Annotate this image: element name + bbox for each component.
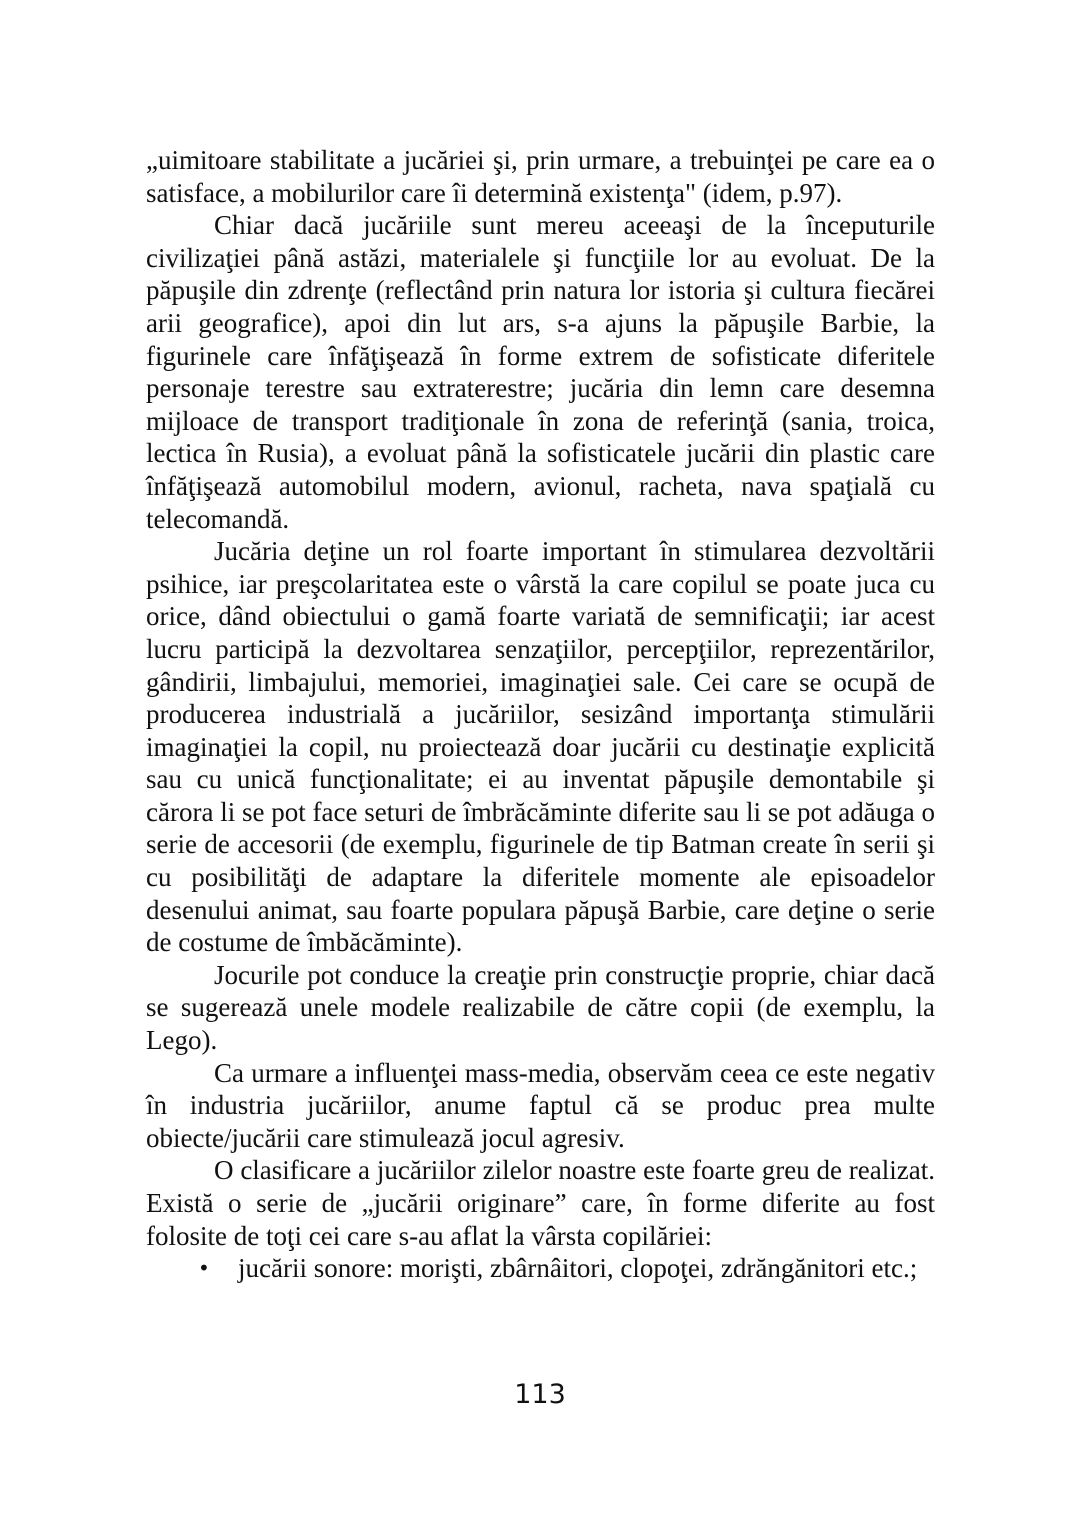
paragraph-toy-evolution: Chiar dacă jucăriile sunt mereu aceeaşi de la începuturile civilizaţiei până astăzi, materialele şi funcţiile lor au evoluat. De la păpuşile din zdrenţe (reflectând prin natura lor istoria şi cultura fiecărei arii geografice), apoi din lut ars, s-a ajuns la păpuşile Barbie, la figurinele care înfăţişează în forme extrem de sofisticate diferitele personaje terestre sau extraterestre; jucăria din lemn care desemna mijloace de transport tradiţionale în zona de referinţă (sania, troica, lectica în Rusia), a evoluat până la sofisticatele jucării din plastic care înfăţişează automobilul modern, avionul, racheta, nava spaţială cu telecomandă. bbox=[146, 210, 935, 534]
paragraph-quote-end: „uimitoare stabilitate a jucăriei şi, prin urmare, a trebuinţei pe care ea o satisface, a mobilurilor care îi determină existenţa" (idem, p.97). bbox=[146, 145, 935, 208]
paragraph-mass-media: Ca urmare a influenţei mass-media, observăm ceea ce este negativ în industria jucăriilor, anume faptul că se produc prea multe obiecte/jucării care stimulează jocul agresiv. bbox=[146, 1057, 935, 1153]
paragraph-classification: O clasificare a jucăriilor zilelor noastre este foarte greu de realizat. Există o serie de „jucării originare” care, în forme diferite au fost folosite de toţi cei care s-au aflat la vârsta copilăriei: bbox=[146, 1155, 935, 1251]
toy-type-list bbox=[146, 1252, 935, 1285]
page-number: 113 bbox=[514, 1379, 566, 1410]
bullet-marker: • bbox=[198, 1256, 210, 1281]
list-item-text: jucării sonore: morişti, zbârnâitori, clopoţei, zdrăngănitori etc.; bbox=[238, 1253, 918, 1284]
page-body bbox=[146, 144, 935, 1285]
paragraph-construction-games: Jocurile pot conduce la creaţie prin construcţie proprie, chiar dacă se sugerează unele modele realizabile de către copii (de exemplu, la Lego). bbox=[146, 959, 935, 1056]
list-item bbox=[146, 1252, 935, 1285]
paragraph-psychic-development: Jucăria deţine un rol foarte important în stimularea dezvoltării psihice, iar preşcolaritatea este o vârstă la care copilul se poate juca cu orice, dând obiectului o gamă foarte variată de semnificaţii; iar acest lucru participă la dezvoltarea senzaţiilor, percepţiilor, reprezentărilor, gândirii, limbajului, memoriei, imaginaţiei sale. Cei care se ocupă de producerea industrială a jucăriilor, sesizând importanţa stimulării imaginaţiei la copil, nu proiectează doar jucării cu destinaţie explicită sau cu unică funcţionalitate; ei au inventat păpuşile demontabile şi cărora li se pot face seturi de îmbrăcăminte diferite sau li se pot adăuga o serie de accesorii (de exemplu, figurinele de tip Batman create în serii şi cu posibilităţi de adaptare la diferitele momente ale episoadelor desenului animat, sau foarte populara păpuşă Barbie, care deţine o serie de costume de îmbăcăminte). bbox=[146, 536, 935, 958]
